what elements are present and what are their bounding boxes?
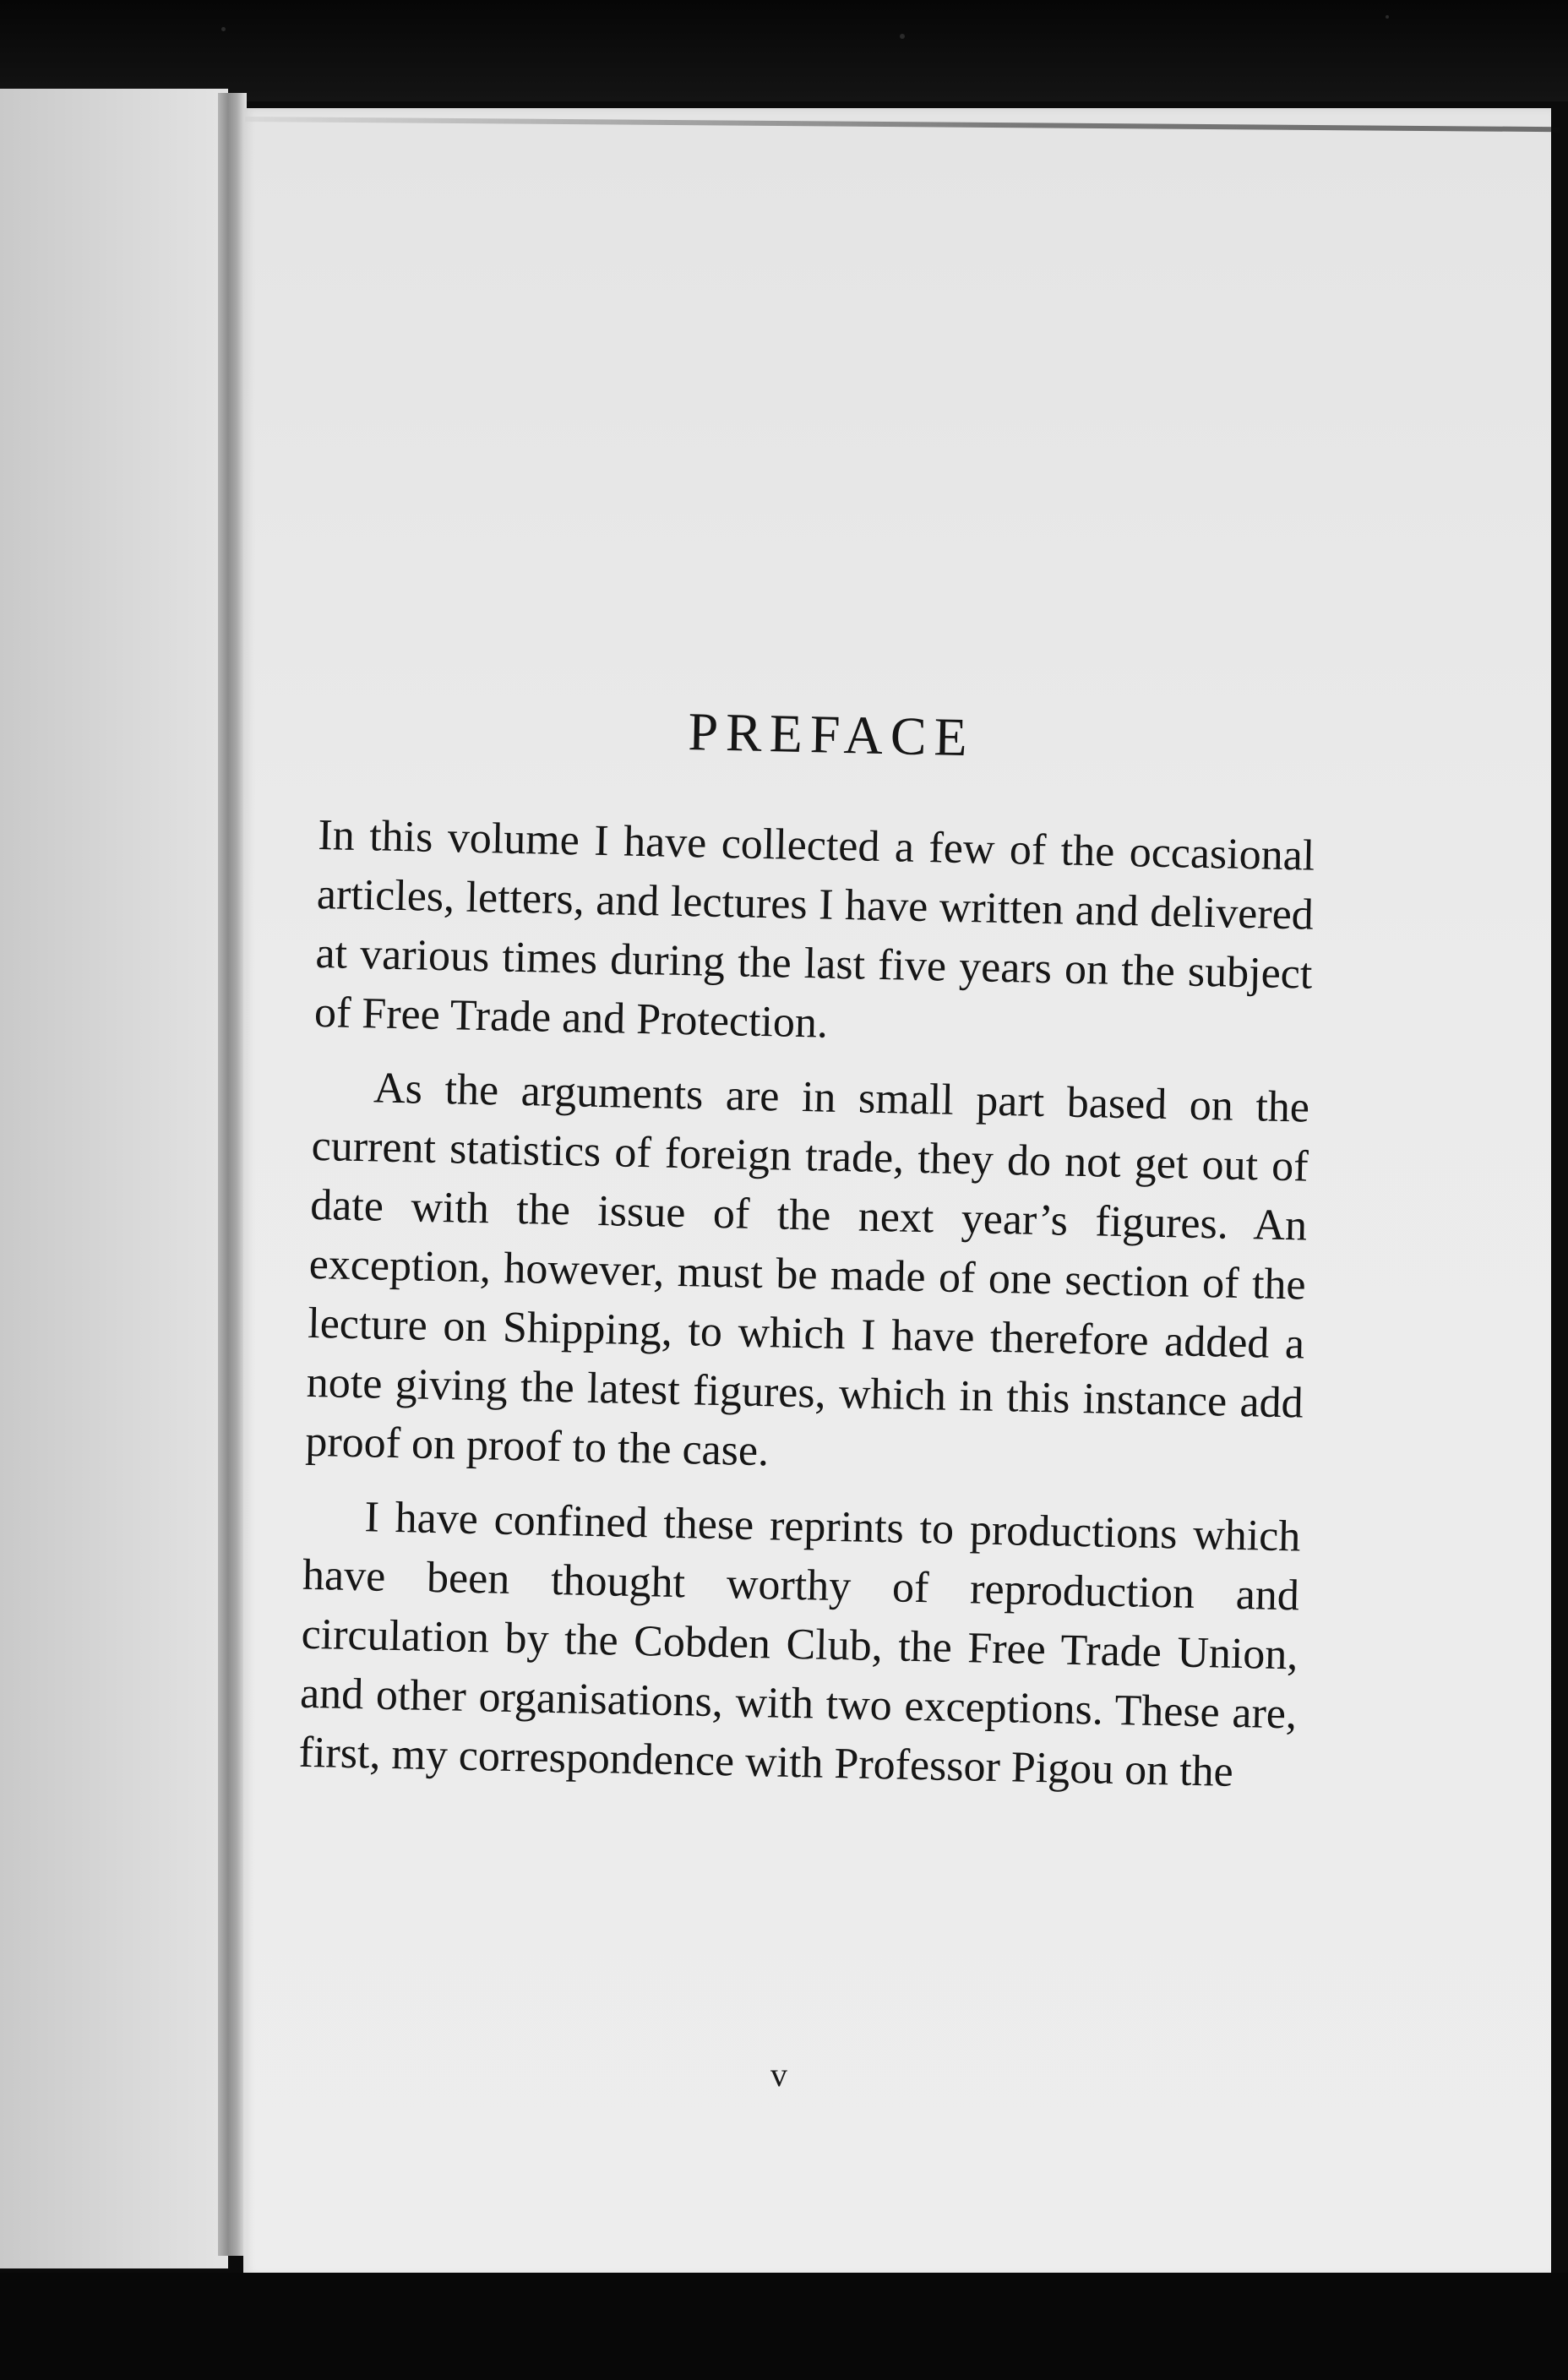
paragraph-1: In this volume I have collected a few of the occasional articles, letters, and lectures I have written and delivered at various times during the last five years on the subject of Free Trade and Protection. <box>313 810 1315 1048</box>
left-page-edge <box>0 89 228 2268</box>
paragraph-2: As the arguments are in small part based on the current statistics of foreign trade, they do not get out of date with the issue of the next year’s figures. An exception, however, must be made of one section of the lecture on Shipping, to which I have therefore added a note giving the latest figures, which in this instance add proof on proof to the case. <box>304 1064 1310 1476</box>
text-block <box>298 693 1318 1818</box>
scan-top-border <box>0 0 1568 101</box>
dust-speck <box>900 34 905 39</box>
dust-speck <box>1386 15 1389 19</box>
dust-speck <box>221 27 226 31</box>
page-title: PREFACE <box>687 701 976 768</box>
paragraph-3: I have confined these reprints to productions which have been thought worthy of reproduction and circulation by the Cobden Club, the Free Trade Union, and other organisations, with two exceptions. These are, first, my correspondence with Professor Pigou on the <box>298 1493 1301 1796</box>
scan-bottom-border <box>0 2273 1568 2380</box>
book-gutter <box>218 93 247 2256</box>
page-number: v <box>770 2056 787 2094</box>
